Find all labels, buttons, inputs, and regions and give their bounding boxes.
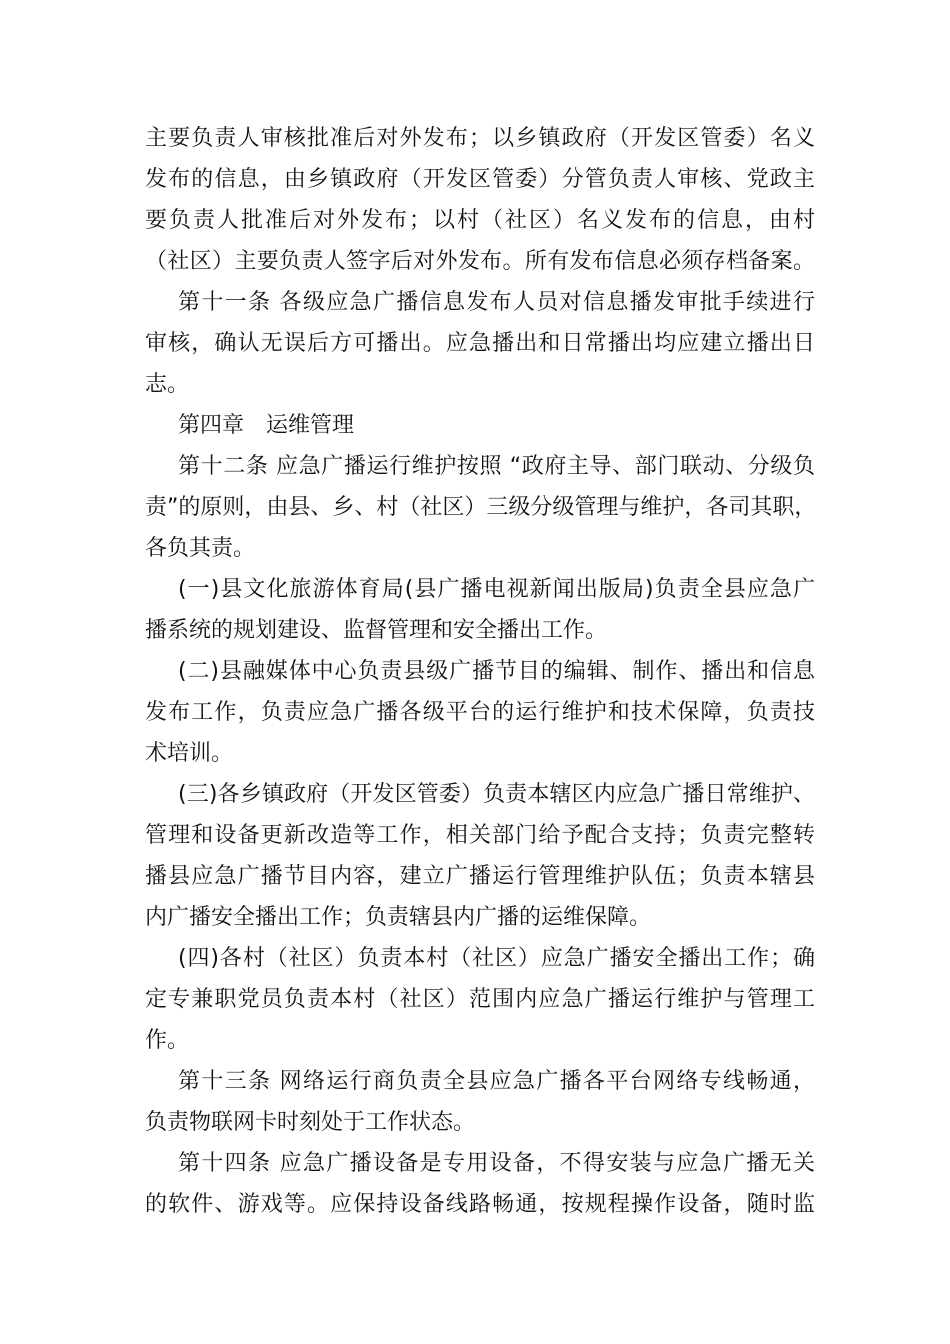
- chapter-heading: 第四章 运维管理: [178, 413, 355, 438]
- text-line-14: (二)县融媒体中心负责县级广播节目的编辑、制作、播出和信息: [178, 659, 815, 684]
- text-line-5: 第十一条 各级应急广播信息发布人员对信息播发审批手续进行: [178, 290, 815, 315]
- text-line-2: 发布的信息，由乡镇政府（开发区管委）分管负责人审核、党政主: [145, 167, 815, 192]
- text-line-10: 责”的原则，由县、乡、村（社区）三级分级管理与维护，各司其职，: [145, 495, 817, 520]
- text-line-24: 第十三条 网络运行商负责全县应急广播各平台网络专线畅通，: [178, 1069, 815, 1094]
- text-line-18: 管理和设备更新改造等工作，相关部门给予配合支持；负责完整转: [145, 823, 815, 848]
- text-line-9: 第十二条 应急广播运行维护按照 “政府主导、部门联动、分级负: [178, 454, 815, 479]
- text-line-11: 各负其责。: [145, 536, 256, 561]
- text-line-4: （社区）主要负责人签字后对外发布。所有发布信息必须存档备案。: [145, 249, 815, 274]
- text-line-3: 要负责人批准后对外发布；以村（社区）名义发布的信息，由村: [145, 208, 815, 233]
- text-line-16: 术培训。: [145, 741, 234, 766]
- text-line-27: 的软件、游戏等。应保持设备线路畅通，按规程操作设备，随时监: [145, 1192, 815, 1217]
- text-line-6: 审核，确认无误后方可播出。应急播出和日常播出均应建立播出日: [145, 331, 815, 356]
- text-line-20: 内广播安全播出工作；负责辖县内广播的运维保障。: [145, 905, 652, 930]
- text-line-17: (三)各乡镇政府（开发区管委）负责本辖区内应急广播日常维护、: [178, 782, 815, 807]
- text-line-13: 播系统的规划建设、监督管理和安全播出工作。: [145, 618, 608, 643]
- text-line-22: 定专兼职党员负责本村（社区）范围内应急广播运行维护与管理工: [145, 987, 815, 1012]
- text-line-25: 负责物联网卡时刻处于工作状态。: [145, 1110, 476, 1135]
- document-body: [145, 118, 815, 1225]
- text-line-15: 发布工作，负责应急广播各级平台的运行维护和技术保障，负责技: [145, 700, 815, 725]
- text-line-7: 志。: [145, 372, 190, 397]
- text-line-12: (一)县文化旅游体育局(县广播电视新闻出版局)负责全县应急广: [178, 577, 815, 602]
- text-line-21: (四)各村（社区）负责本村（社区）应急广播安全播出工作；确: [178, 946, 815, 971]
- text-line-26: 第十四条 应急广播设备是专用设备，不得安装与应急广播无关: [178, 1151, 815, 1176]
- text-line-23: 作。: [145, 1028, 190, 1053]
- text-line-19: 播县应急广播节目内容，建立广播运行管理维护队伍；负责本辖县: [145, 864, 815, 889]
- text-line-1: 主要负责人审核批准后对外发布；以乡镇政府（开发区管委）名义: [145, 126, 815, 151]
